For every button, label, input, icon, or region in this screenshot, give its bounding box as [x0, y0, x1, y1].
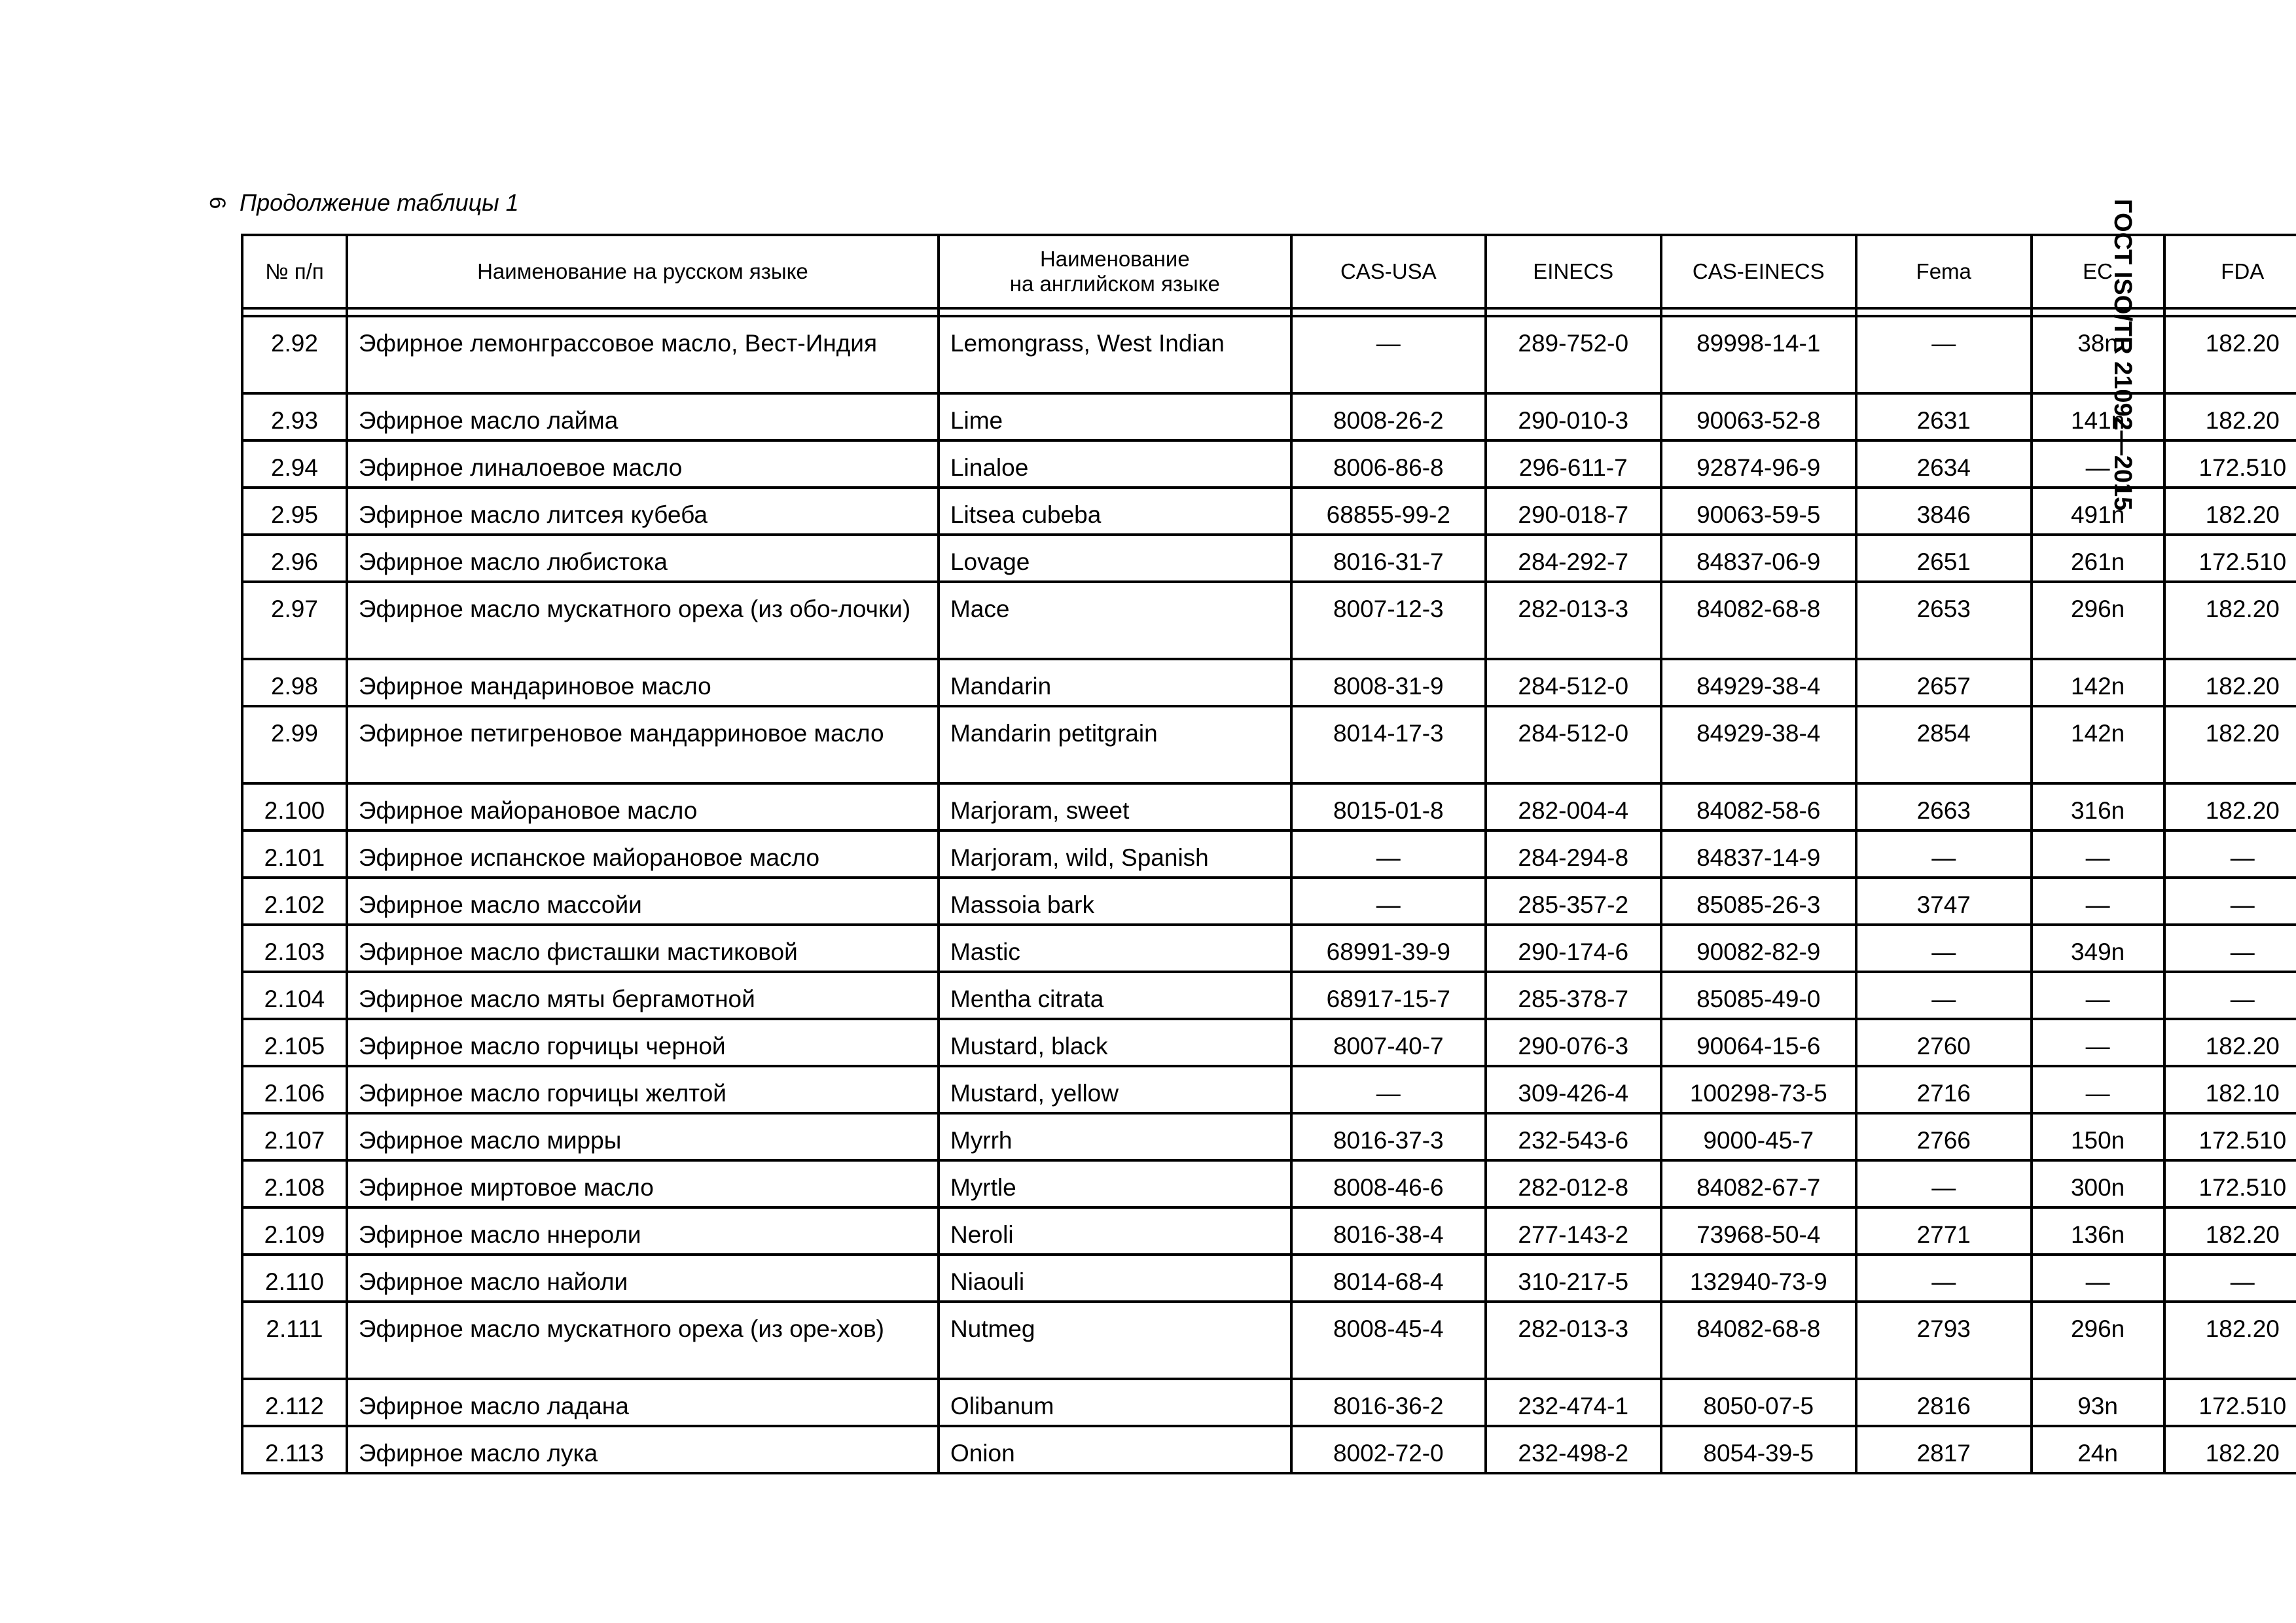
table-row: [242, 1019, 2296, 1066]
cell-einecs: 282-013-3: [1486, 582, 1661, 659]
cell-name-en: Mustard, black: [939, 1019, 1291, 1066]
cell-einecs: 282-012-8: [1486, 1160, 1661, 1207]
cell-cas-einecs: 132940-73-9: [1661, 1255, 1856, 1302]
table-row: [242, 783, 2296, 830]
cell-fema: —: [1856, 830, 2032, 878]
table-row: [242, 830, 2296, 878]
cell-einecs: 290-010-3: [1486, 393, 1661, 440]
cell-fda: 182.20: [2164, 706, 2296, 783]
cell-num: 2.92: [242, 316, 347, 393]
cell-einecs: 284-512-0: [1486, 659, 1661, 706]
cell-name-en: Lime: [939, 393, 1291, 440]
cell-num: 2.101: [242, 830, 347, 878]
table-row: [242, 488, 2296, 535]
page-number: 6: [205, 196, 230, 209]
cell-cas-einecs: 8050-07-5: [1661, 1379, 1856, 1426]
cell-name-ru: Эфирное масло массойи: [347, 878, 939, 925]
oils-table: [241, 234, 2296, 1474]
header-num: № п/п: [242, 235, 347, 308]
cell-name-en: Nutmeg: [939, 1302, 1291, 1379]
cell-name-en: Mustard, yellow: [939, 1066, 1291, 1113]
cell-num: 2.104: [242, 972, 347, 1019]
cell-einecs: 232-474-1: [1486, 1379, 1661, 1426]
cell-cas-einecs: 85085-49-0: [1661, 972, 1856, 1019]
cell-name-en: Marjoram, sweet: [939, 783, 1291, 830]
cell-name-en: Niaouli: [939, 1255, 1291, 1302]
header-fema: Fema: [1856, 235, 2032, 308]
cell-einecs: 310-217-5: [1486, 1255, 1661, 1302]
cell-name-ru: Эфирное испанское майорановое масло: [347, 830, 939, 878]
cell-ec: —: [2032, 1255, 2164, 1302]
cell-einecs: 284-294-8: [1486, 830, 1661, 878]
cell-num: 2.110: [242, 1255, 347, 1302]
header-einecs: EINECS: [1486, 235, 1661, 308]
cell-einecs: 285-357-2: [1486, 878, 1661, 925]
cell-name-ru: Эфирное линалоевое масло: [347, 440, 939, 488]
cell-fda: 172.510: [2164, 1113, 2296, 1160]
cell-name-ru: Эфирное петигреновое мандарриновое масло: [347, 706, 939, 783]
cell-name-ru: Эфирное масло лука: [347, 1426, 939, 1473]
header-ec: EC: [2032, 235, 2164, 308]
table-row: [242, 440, 2296, 488]
cell-num: 2.103: [242, 925, 347, 972]
cell-einecs: 277-143-2: [1486, 1207, 1661, 1255]
cell-name-ru: Эфирное масло ладана: [347, 1379, 939, 1426]
cell-num: 2.106: [242, 1066, 347, 1113]
cell-einecs: 232-498-2: [1486, 1426, 1661, 1473]
cell-ec: 38n: [2032, 316, 2164, 393]
cell-ec: —: [2032, 1066, 2164, 1113]
table-row: [242, 706, 2296, 783]
cell-fema: 2653: [1856, 582, 2032, 659]
cell-name-en: Myrtle: [939, 1160, 1291, 1207]
cell-ec: —: [2032, 878, 2164, 925]
cell-fema: 2766: [1856, 1113, 2032, 1160]
cell-fema: —: [1856, 316, 2032, 393]
cell-ec: 24n: [2032, 1426, 2164, 1473]
cell-cas-einecs: 90063-59-5: [1661, 488, 1856, 535]
cell-fema: 2716: [1856, 1066, 2032, 1113]
cell-ec: 142n: [2032, 659, 2164, 706]
cell-fda: —: [2164, 925, 2296, 972]
cell-cas-usa: —: [1291, 878, 1486, 925]
header-cas-usa: CAS-USA: [1291, 235, 1486, 308]
cell-num: 2.112: [242, 1379, 347, 1426]
cell-cas-einecs: 92874-96-9: [1661, 440, 1856, 488]
cell-ec: —: [2032, 1019, 2164, 1066]
cell-fda: —: [2164, 1255, 2296, 1302]
cell-ec: 296n: [2032, 582, 2164, 659]
cell-name-ru: Эфирное масло горчицы желтой: [347, 1066, 939, 1113]
table-caption: Продолжение таблицы 1: [240, 189, 519, 216]
cell-einecs: 282-013-3: [1486, 1302, 1661, 1379]
cell-fema: 2657: [1856, 659, 2032, 706]
cell-fema: 2634: [1856, 440, 2032, 488]
cell-fda: 182.20: [2164, 1207, 2296, 1255]
cell-cas-einecs: 73968-50-4: [1661, 1207, 1856, 1255]
cell-name-en: Mandarin: [939, 659, 1291, 706]
cell-cas-usa: 8008-46-6: [1291, 1160, 1486, 1207]
header-separator: [242, 308, 2296, 316]
cell-cas-usa: 8015-01-8: [1291, 783, 1486, 830]
cell-cas-einecs: 9000-45-7: [1661, 1113, 1856, 1160]
cell-name-ru: Эфирное масло мускатного ореха (из оре-хов): [347, 1302, 939, 1379]
cell-cas-usa: —: [1291, 1066, 1486, 1113]
table-row: [242, 925, 2296, 972]
table-row: [242, 1379, 2296, 1426]
cell-num: 2.111: [242, 1302, 347, 1379]
header-fda: FDA: [2164, 235, 2296, 308]
table-row: [242, 393, 2296, 440]
header-en: [939, 235, 1291, 308]
cell-name-en: Mace: [939, 582, 1291, 659]
table-row: [242, 1113, 2296, 1160]
cell-name-ru: Эфирное масло найоли: [347, 1255, 939, 1302]
cell-cas-usa: 8007-40-7: [1291, 1019, 1486, 1066]
cell-num: 2.98: [242, 659, 347, 706]
cell-fema: 2631: [1856, 393, 2032, 440]
cell-ec: 261n: [2032, 535, 2164, 582]
cell-name-en: Myrrh: [939, 1113, 1291, 1160]
table-row: [242, 1160, 2296, 1207]
cell-cas-usa: 8016-31-7: [1291, 535, 1486, 582]
cell-name-en: Litsea cubeba: [939, 488, 1291, 535]
cell-name-ru: Эфирное лемонграссовое масло, Вест-Индия: [347, 316, 939, 393]
cell-num: 2.100: [242, 783, 347, 830]
cell-fema: 3846: [1856, 488, 2032, 535]
cell-name-ru: Эфирное масло любистока: [347, 535, 939, 582]
cell-fda: —: [2164, 972, 2296, 1019]
cell-fda: 172.510: [2164, 440, 2296, 488]
cell-fda: 182.20: [2164, 582, 2296, 659]
cell-fda: 182.20: [2164, 1302, 2296, 1379]
cell-cas-usa: 8008-26-2: [1291, 393, 1486, 440]
cell-num: 2.108: [242, 1160, 347, 1207]
cell-name-ru: Эфирное масло мирры: [347, 1113, 939, 1160]
cell-einecs: 290-076-3: [1486, 1019, 1661, 1066]
cell-fda: 172.510: [2164, 1160, 2296, 1207]
cell-name-en: Lovage: [939, 535, 1291, 582]
table-header: [242, 235, 2296, 316]
cell-cas-usa: 8016-36-2: [1291, 1379, 1486, 1426]
cell-cas-usa: 68917-15-7: [1291, 972, 1486, 1019]
document-title: ГОСТ ISO/TR 21092—2015: [2109, 199, 2136, 511]
cell-cas-usa: 8016-38-4: [1291, 1207, 1486, 1255]
cell-fema: 2663: [1856, 783, 2032, 830]
cell-fema: 2817: [1856, 1426, 2032, 1473]
header-en-line1: Наименование: [1039, 247, 1190, 271]
cell-num: 2.93: [242, 393, 347, 440]
cell-ec: —: [2032, 830, 2164, 878]
cell-name-en: Massoia bark: [939, 878, 1291, 925]
cell-fema: —: [1856, 972, 2032, 1019]
cell-fema: 2771: [1856, 1207, 2032, 1255]
cell-cas-einecs: 84837-06-9: [1661, 535, 1856, 582]
cell-num: 2.105: [242, 1019, 347, 1066]
cell-cas-einecs: 8054-39-5: [1661, 1426, 1856, 1473]
header-ru: Наименование на русском языке: [347, 235, 939, 308]
cell-cas-einecs: 84929-38-4: [1661, 659, 1856, 706]
cell-fda: 182.20: [2164, 316, 2296, 393]
cell-ec: 300n: [2032, 1160, 2164, 1207]
cell-name-ru: Эфирное майорановое масло: [347, 783, 939, 830]
cell-einecs: 289-752-0: [1486, 316, 1661, 393]
cell-fda: 182.20: [2164, 783, 2296, 830]
cell-cas-usa: —: [1291, 830, 1486, 878]
cell-ec: 491n: [2032, 488, 2164, 535]
cell-einecs: 309-426-4: [1486, 1066, 1661, 1113]
cell-name-ru: Эфирное масло лайма: [347, 393, 939, 440]
cell-cas-einecs: 89998-14-1: [1661, 316, 1856, 393]
cell-name-en: Lemongrass, West Indian: [939, 316, 1291, 393]
cell-num: 2.99: [242, 706, 347, 783]
cell-einecs: 290-174-6: [1486, 925, 1661, 972]
cell-name-ru: Эфирное масло мускатного ореха (из обо-лочки): [347, 582, 939, 659]
cell-cas-usa: 8016-37-3: [1291, 1113, 1486, 1160]
cell-einecs: 290-018-7: [1486, 488, 1661, 535]
cell-cas-einecs: 84082-58-6: [1661, 783, 1856, 830]
cell-ec: 141n: [2032, 393, 2164, 440]
cell-cas-usa: 68991-39-9: [1291, 925, 1486, 972]
cell-num: 2.95: [242, 488, 347, 535]
cell-einecs: 285-378-7: [1486, 972, 1661, 1019]
cell-name-en: Linaloe: [939, 440, 1291, 488]
cell-ec: 316n: [2032, 783, 2164, 830]
cell-cas-usa: 8008-45-4: [1291, 1302, 1486, 1379]
cell-fda: 182.20: [2164, 1019, 2296, 1066]
cell-name-ru: Эфирное масло горчицы черной: [347, 1019, 939, 1066]
cell-ec: 349n: [2032, 925, 2164, 972]
cell-einecs: 232-543-6: [1486, 1113, 1661, 1160]
table-row: [242, 582, 2296, 659]
cell-ec: 136n: [2032, 1207, 2164, 1255]
table-row: [242, 1426, 2296, 1473]
cell-fema: 2793: [1856, 1302, 2032, 1379]
table-row: [242, 535, 2296, 582]
cell-fema: 2854: [1856, 706, 2032, 783]
cell-cas-usa: 8014-68-4: [1291, 1255, 1486, 1302]
cell-einecs: 284-512-0: [1486, 706, 1661, 783]
cell-fda: 182.20: [2164, 659, 2296, 706]
cell-cas-einecs: 90082-82-9: [1661, 925, 1856, 972]
cell-einecs: 284-292-7: [1486, 535, 1661, 582]
cell-cas-usa: 8008-31-9: [1291, 659, 1486, 706]
cell-cas-einecs: 84082-67-7: [1661, 1160, 1856, 1207]
cell-einecs: 282-004-4: [1486, 783, 1661, 830]
cell-einecs: 296-611-7: [1486, 440, 1661, 488]
cell-name-en: Mentha citrata: [939, 972, 1291, 1019]
cell-fda: 182.20: [2164, 488, 2296, 535]
cell-ec: 142n: [2032, 706, 2164, 783]
table-row: [242, 1207, 2296, 1255]
cell-name-ru: Эфирное масло мяты бергамотной: [347, 972, 939, 1019]
cell-num: 2.97: [242, 582, 347, 659]
cell-fema: —: [1856, 1160, 2032, 1207]
table-row: [242, 1255, 2296, 1302]
cell-cas-einecs: 84929-38-4: [1661, 706, 1856, 783]
cell-name-en: Olibanum: [939, 1379, 1291, 1426]
cell-fda: 182.10: [2164, 1066, 2296, 1113]
cell-cas-usa: 8014-17-3: [1291, 706, 1486, 783]
cell-ec: 150n: [2032, 1113, 2164, 1160]
cell-cas-usa: 8007-12-3: [1291, 582, 1486, 659]
cell-num: 2.109: [242, 1207, 347, 1255]
cell-fema: 2816: [1856, 1379, 2032, 1426]
table-row: [242, 316, 2296, 393]
cell-fema: —: [1856, 1255, 2032, 1302]
table-body: [242, 316, 2296, 1473]
cell-num: 2.94: [242, 440, 347, 488]
cell-ec: 93n: [2032, 1379, 2164, 1426]
cell-ec: —: [2032, 440, 2164, 488]
cell-cas-einecs: 90064-15-6: [1661, 1019, 1856, 1066]
cell-fda: 182.20: [2164, 1426, 2296, 1473]
cell-fema: 3747: [1856, 878, 2032, 925]
cell-name-ru: Эфирное масло ннероли: [347, 1207, 939, 1255]
cell-num: 2.96: [242, 535, 347, 582]
cell-fda: 172.510: [2164, 535, 2296, 582]
cell-fema: 2651: [1856, 535, 2032, 582]
cell-cas-einecs: 90063-52-8: [1661, 393, 1856, 440]
table-row: [242, 1302, 2296, 1379]
table-row: [242, 1066, 2296, 1113]
cell-fema: 2760: [1856, 1019, 2032, 1066]
cell-ec: 296n: [2032, 1302, 2164, 1379]
cell-name-ru: Эфирное масло литсея кубеба: [347, 488, 939, 535]
cell-fda: —: [2164, 878, 2296, 925]
cell-ec: —: [2032, 972, 2164, 1019]
cell-fda: —: [2164, 830, 2296, 878]
cell-name-en: Mastic: [939, 925, 1291, 972]
cell-name-ru: Эфирное миртовое масло: [347, 1160, 939, 1207]
cell-name-en: Onion: [939, 1426, 1291, 1473]
cell-name-en: Mandarin petitgrain: [939, 706, 1291, 783]
header-en-line2: на английском языке: [1009, 272, 1220, 296]
table-row: [242, 972, 2296, 1019]
cell-cas-usa: 8006-86-8: [1291, 440, 1486, 488]
cell-cas-usa: 8002-72-0: [1291, 1426, 1486, 1473]
cell-name-en: Neroli: [939, 1207, 1291, 1255]
header-cas-einecs: CAS-EINECS: [1661, 235, 1856, 308]
cell-cas-usa: 68855-99-2: [1291, 488, 1486, 535]
table-row: [242, 659, 2296, 706]
cell-cas-einecs: 85085-26-3: [1661, 878, 1856, 925]
cell-fema: —: [1856, 925, 2032, 972]
table-row: [242, 878, 2296, 925]
cell-num: 2.113: [242, 1426, 347, 1473]
cell-cas-einecs: 84837-14-9: [1661, 830, 1856, 878]
cell-name-ru: Эфирное мандариновое масло: [347, 659, 939, 706]
cell-cas-einecs: 84082-68-8: [1661, 582, 1856, 659]
cell-name-ru: Эфирное масло фисташки мастиковой: [347, 925, 939, 972]
cell-num: 2.107: [242, 1113, 347, 1160]
cell-fda: 182.20: [2164, 393, 2296, 440]
cell-cas-einecs: 84082-68-8: [1661, 1302, 1856, 1379]
cell-cas-einecs: 100298-73-5: [1661, 1066, 1856, 1113]
cell-cas-usa: —: [1291, 316, 1486, 393]
cell-num: 2.102: [242, 878, 347, 925]
cell-name-en: Marjoram, wild, Spanish: [939, 830, 1291, 878]
cell-fda: 172.510: [2164, 1379, 2296, 1426]
